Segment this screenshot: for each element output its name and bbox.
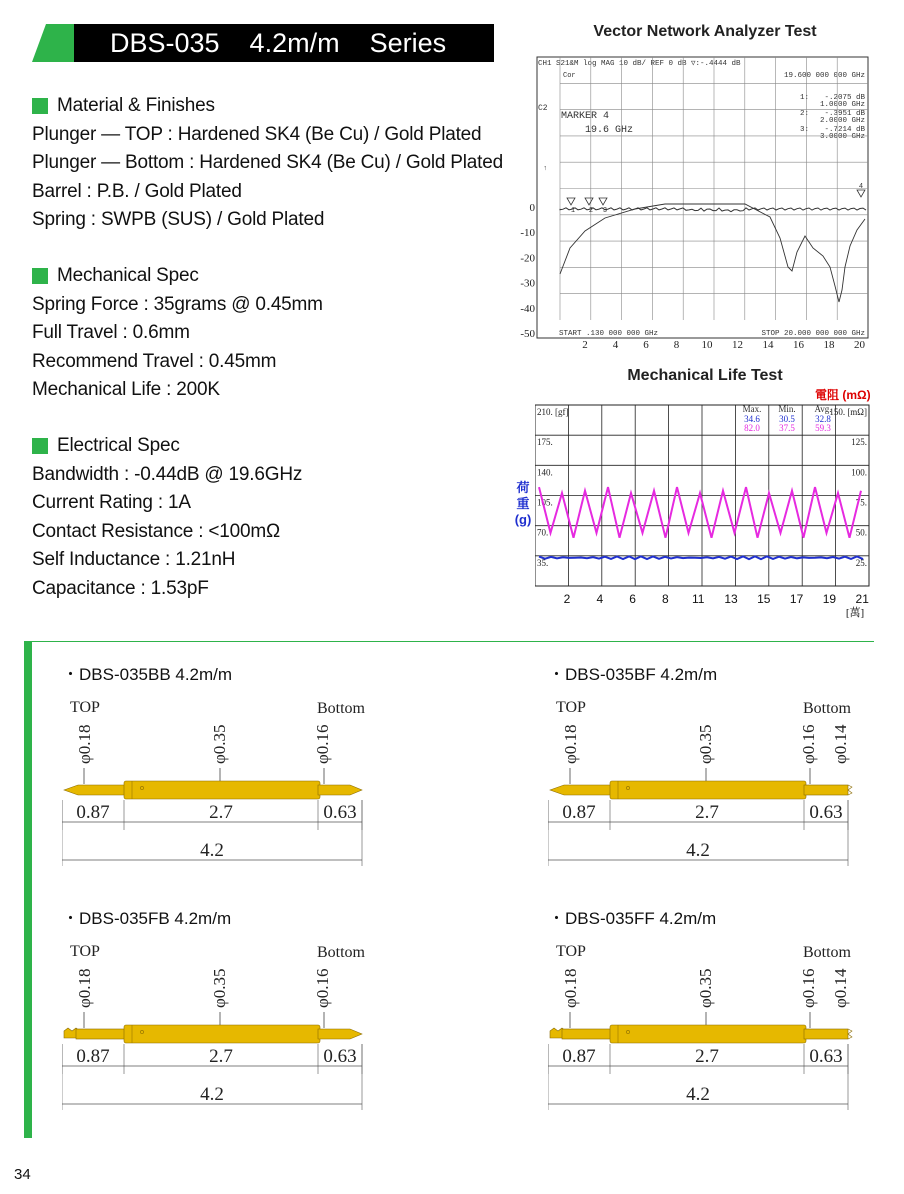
life-x-tick: 19 bbox=[822, 592, 837, 606]
vna-y-tick: -30 bbox=[520, 277, 535, 290]
vna-x-ticks bbox=[582, 339, 865, 351]
vna-x-tick: 12 bbox=[732, 339, 743, 351]
probe-top-label: TOP bbox=[556, 943, 586, 960]
page-number: 34 bbox=[14, 1166, 31, 1183]
vna-marker-num: 2: bbox=[800, 110, 810, 118]
electrical-line: Self Inductance : 1.21nH bbox=[32, 549, 236, 570]
life-left-tick: 105. bbox=[537, 497, 553, 508]
probe-dia-top: φ0.18 bbox=[561, 724, 580, 764]
mechanical-line: Spring Force : 35grams @ 0.45mm bbox=[32, 293, 323, 315]
stat-force-min: 30.5 bbox=[779, 414, 795, 424]
probe-bottom-label: Bottom bbox=[316, 700, 365, 717]
life-x-unit: [萬] bbox=[845, 607, 865, 619]
vna-marker-f: 1.0000 GHz bbox=[819, 101, 865, 109]
vna-y-tick: -40 bbox=[520, 302, 535, 315]
mechanical-line: Recommend Travel : 0.45mm bbox=[32, 350, 277, 372]
vna-cor: Cor bbox=[563, 72, 576, 80]
life-right-tick: 50. bbox=[855, 527, 867, 538]
vna-c2: C2 bbox=[538, 104, 548, 113]
vna-title: Vector Network Analyzer Test bbox=[593, 23, 817, 40]
probe-title: ・DBS-035BB 4.2m/m bbox=[62, 665, 233, 684]
vna-x-tick: 10 bbox=[701, 339, 713, 351]
svg-text:3: 3 bbox=[602, 207, 608, 215]
probe-drawing bbox=[548, 660, 868, 900]
vna-x-tick: 14 bbox=[762, 339, 774, 351]
probe-len-top: 0.87 bbox=[76, 1046, 110, 1067]
vna-marker-f: 2.0000 GHz bbox=[819, 117, 865, 125]
vna-marker-label: MARKER 4 bbox=[561, 111, 610, 122]
stat-head-avg: Avg. bbox=[814, 404, 832, 414]
life-x-tick: 17 bbox=[789, 592, 804, 606]
electrical-line: Bandwidth : -0.44dB @ 19.6GHz bbox=[32, 463, 303, 485]
probe-len-bottom: 0.63 bbox=[323, 802, 357, 823]
electrical-line: Contact Resistance : <100mΩ bbox=[32, 520, 281, 542]
probe-dia-bottom: φ0.16 bbox=[799, 968, 818, 1008]
probe-title: ・DBS-035FF 4.2m/m bbox=[548, 909, 717, 928]
vna-marker-num: 3: bbox=[800, 126, 810, 134]
vna-y-tick: -20 bbox=[520, 252, 535, 265]
probe-dia-bottom: φ0.16 bbox=[799, 724, 818, 764]
probe-len-total: 4.2 bbox=[200, 1084, 224, 1105]
vna-x-tick: 8 bbox=[673, 339, 680, 351]
life-x-tick: 11 bbox=[691, 592, 705, 606]
probe-dia-top: φ0.18 bbox=[561, 968, 580, 1008]
probe-dia-barrel: φ0.35 bbox=[210, 724, 229, 764]
vna-marker-f: 3.0000 GHz bbox=[819, 133, 865, 141]
life-chart bbox=[535, 403, 875, 623]
probe-dia-bottom: φ0.16 bbox=[313, 968, 332, 1008]
vna-y-tick: 0 bbox=[529, 201, 535, 214]
probe-dia-tip: φ0.14 bbox=[831, 968, 850, 1008]
life-right-unit: 電阻 (mΩ) bbox=[815, 388, 871, 402]
life-right-tick: 150. [mΩ] bbox=[829, 407, 867, 417]
probe-diagram bbox=[548, 682, 868, 912]
stat-resist-min: 37.5 bbox=[779, 423, 795, 433]
material-line: Spring : SWPB (SUS) / Gold Plated bbox=[32, 209, 325, 230]
life-left-tick: 210. [gf] bbox=[537, 407, 569, 417]
vna-stop: STOP 20.000 000 000 GHz bbox=[761, 330, 865, 338]
vna-y-ticks bbox=[520, 202, 535, 340]
probe-drawing bbox=[548, 904, 868, 1144]
life-right-tick: 75. bbox=[855, 497, 867, 508]
probe-len-bottom: 0.63 bbox=[809, 802, 843, 823]
probe-dia-top: φ0.18 bbox=[75, 724, 94, 764]
probe-diagram bbox=[62, 926, 382, 1156]
probe-dia-top: φ0.18 bbox=[75, 968, 94, 1008]
probe-bottom-label: Bottom bbox=[802, 944, 851, 961]
probe-dia-bottom: φ0.16 bbox=[313, 724, 332, 764]
probe-diagram bbox=[62, 682, 382, 912]
material-heading: Material & Finishes bbox=[57, 95, 215, 116]
life-right-tick: 125. bbox=[851, 437, 867, 448]
probe-len-top: 0.87 bbox=[562, 1046, 596, 1067]
probe-diagram bbox=[548, 926, 868, 1156]
svg-text:4: 4 bbox=[858, 183, 864, 191]
section-bullet-icon bbox=[32, 438, 48, 454]
stat-force-max: 34.6 bbox=[744, 414, 760, 424]
probe-top-label: TOP bbox=[556, 699, 586, 716]
life-x-tick: 6 bbox=[629, 592, 636, 606]
vna-marker-db: -.7214 dB bbox=[824, 126, 865, 134]
material-line: Plunger — TOP : Hardened SK4 (Be Cu) / Gold Plated bbox=[32, 123, 482, 145]
stat-head-min: Min. bbox=[778, 404, 796, 414]
probe-title: ・DBS-035FB 4.2m/m bbox=[62, 909, 232, 928]
mechanical-line: Full Travel : 0.6mm bbox=[32, 322, 190, 343]
probe-len-barrel: 2.7 bbox=[209, 1046, 233, 1067]
probe-drawing bbox=[62, 660, 382, 900]
probe-len-bottom: 0.63 bbox=[809, 1046, 843, 1067]
vna-x-tick: 4 bbox=[612, 339, 619, 351]
probe-len-total: 4.2 bbox=[686, 840, 710, 861]
probe-len-top: 0.87 bbox=[562, 802, 596, 823]
electrical-line: Capacitance : 1.53pF bbox=[32, 577, 209, 599]
probe-bottom-label: Bottom bbox=[316, 944, 365, 961]
vna-top-line: CH1 S21&M log MAG 10 dB/ REF 0 dB ▽:-.4444 dB bbox=[538, 60, 741, 68]
svg-text:1: 1 bbox=[570, 207, 576, 215]
life-x-tick: 15 bbox=[757, 592, 771, 606]
vna-chart bbox=[505, 52, 875, 352]
vna-marker-num: 1: bbox=[800, 94, 810, 102]
life-left-tick: 70. bbox=[537, 527, 549, 538]
life-left-tick: 175. bbox=[537, 437, 553, 448]
stat-head-max: Max. bbox=[742, 404, 762, 414]
section-bullet-icon bbox=[32, 268, 48, 284]
electrical-section bbox=[32, 432, 302, 603]
probe-dia-barrel: φ0.35 bbox=[696, 968, 715, 1008]
probe-len-bottom: 0.63 bbox=[323, 1046, 357, 1067]
vna-marker-freq: 19.6 GHz bbox=[585, 125, 634, 136]
vna-y-tick: -10 bbox=[520, 227, 535, 240]
life-left-tick: 35. bbox=[537, 557, 549, 568]
vna-marker-db: -.3951 dB bbox=[824, 110, 865, 118]
vna-top-line2: 19.600 000 000 GHz bbox=[783, 72, 865, 80]
life-x-tick: 4 bbox=[596, 592, 604, 606]
probe-dia-barrel: φ0.35 bbox=[696, 724, 715, 764]
probe-title: ・DBS-035BF 4.2m/m bbox=[548, 665, 718, 684]
life-stats bbox=[743, 404, 832, 433]
side-accent-bar bbox=[24, 641, 32, 1138]
probe-len-total: 4.2 bbox=[200, 840, 224, 861]
mechanical-line: Mechanical Life : 200K bbox=[32, 379, 220, 400]
material-line: Plunger — Bottom : Hardened SK4 (Be Cu) / Gold Plated bbox=[32, 152, 503, 173]
mechanical-heading: Mechanical Spec bbox=[57, 265, 199, 286]
life-x-tick: 21 bbox=[855, 592, 869, 606]
life-x-tick: 2 bbox=[563, 592, 571, 606]
material-section bbox=[32, 92, 503, 235]
page-title: DBS-035 4.2m/m Series bbox=[74, 24, 494, 62]
vna-start: START .130 000 000 GHz bbox=[559, 330, 659, 338]
life-right-tick: 100. bbox=[851, 467, 867, 478]
section-bullet-icon bbox=[32, 98, 48, 114]
vna-marker-db: -.2075 dB bbox=[824, 94, 865, 102]
probe-len-barrel: 2.7 bbox=[695, 802, 719, 823]
material-line: Barrel : P.B. / Gold Plated bbox=[32, 180, 242, 202]
vna-y-tick: -50 bbox=[520, 328, 535, 341]
probe-drawing bbox=[62, 904, 382, 1144]
probe-len-barrel: 2.7 bbox=[695, 1046, 719, 1067]
probe-len-top: 0.87 bbox=[76, 802, 110, 823]
probe-top-label: TOP bbox=[70, 699, 100, 716]
life-title: Mechanical Life Test bbox=[627, 367, 783, 384]
svg-text:↑: ↑ bbox=[543, 165, 548, 173]
probe-dia-barrel: φ0.35 bbox=[210, 968, 229, 1008]
mechanical-section bbox=[32, 262, 323, 405]
probe-len-total: 4.2 bbox=[686, 1084, 710, 1105]
probe-bottom-label: Bottom bbox=[802, 700, 851, 717]
vna-x-tick: 16 bbox=[793, 339, 804, 351]
life-x-ticks bbox=[564, 592, 870, 606]
life-x-tick: 13 bbox=[724, 592, 738, 606]
vna-x-tick: 20 bbox=[854, 339, 865, 351]
life-left-unit: 荷 重 (g) bbox=[514, 480, 532, 527]
stat-force-avg: 32.8 bbox=[815, 414, 831, 424]
electrical-heading: Electrical Spec bbox=[57, 435, 180, 456]
svg-text:2: 2 bbox=[588, 207, 594, 215]
vna-frame bbox=[537, 57, 868, 338]
life-right-tick: 25. bbox=[855, 557, 867, 568]
probe-dia-tip: φ0.14 bbox=[831, 724, 850, 764]
probe-top-label: TOP bbox=[70, 943, 100, 960]
vna-x-tick: 18 bbox=[823, 339, 835, 351]
section-divider bbox=[24, 641, 874, 642]
life-left-tick: 140. bbox=[537, 467, 553, 478]
electrical-line: Current Rating : 1A bbox=[32, 492, 191, 513]
life-x-tick: 8 bbox=[662, 592, 669, 606]
stat-resist-avg: 59.3 bbox=[815, 423, 831, 433]
vna-x-tick: 6 bbox=[643, 339, 649, 351]
stat-resist-max: 82.0 bbox=[744, 423, 760, 433]
vna-x-tick: 2 bbox=[582, 339, 588, 351]
probe-len-barrel: 2.7 bbox=[209, 802, 233, 823]
